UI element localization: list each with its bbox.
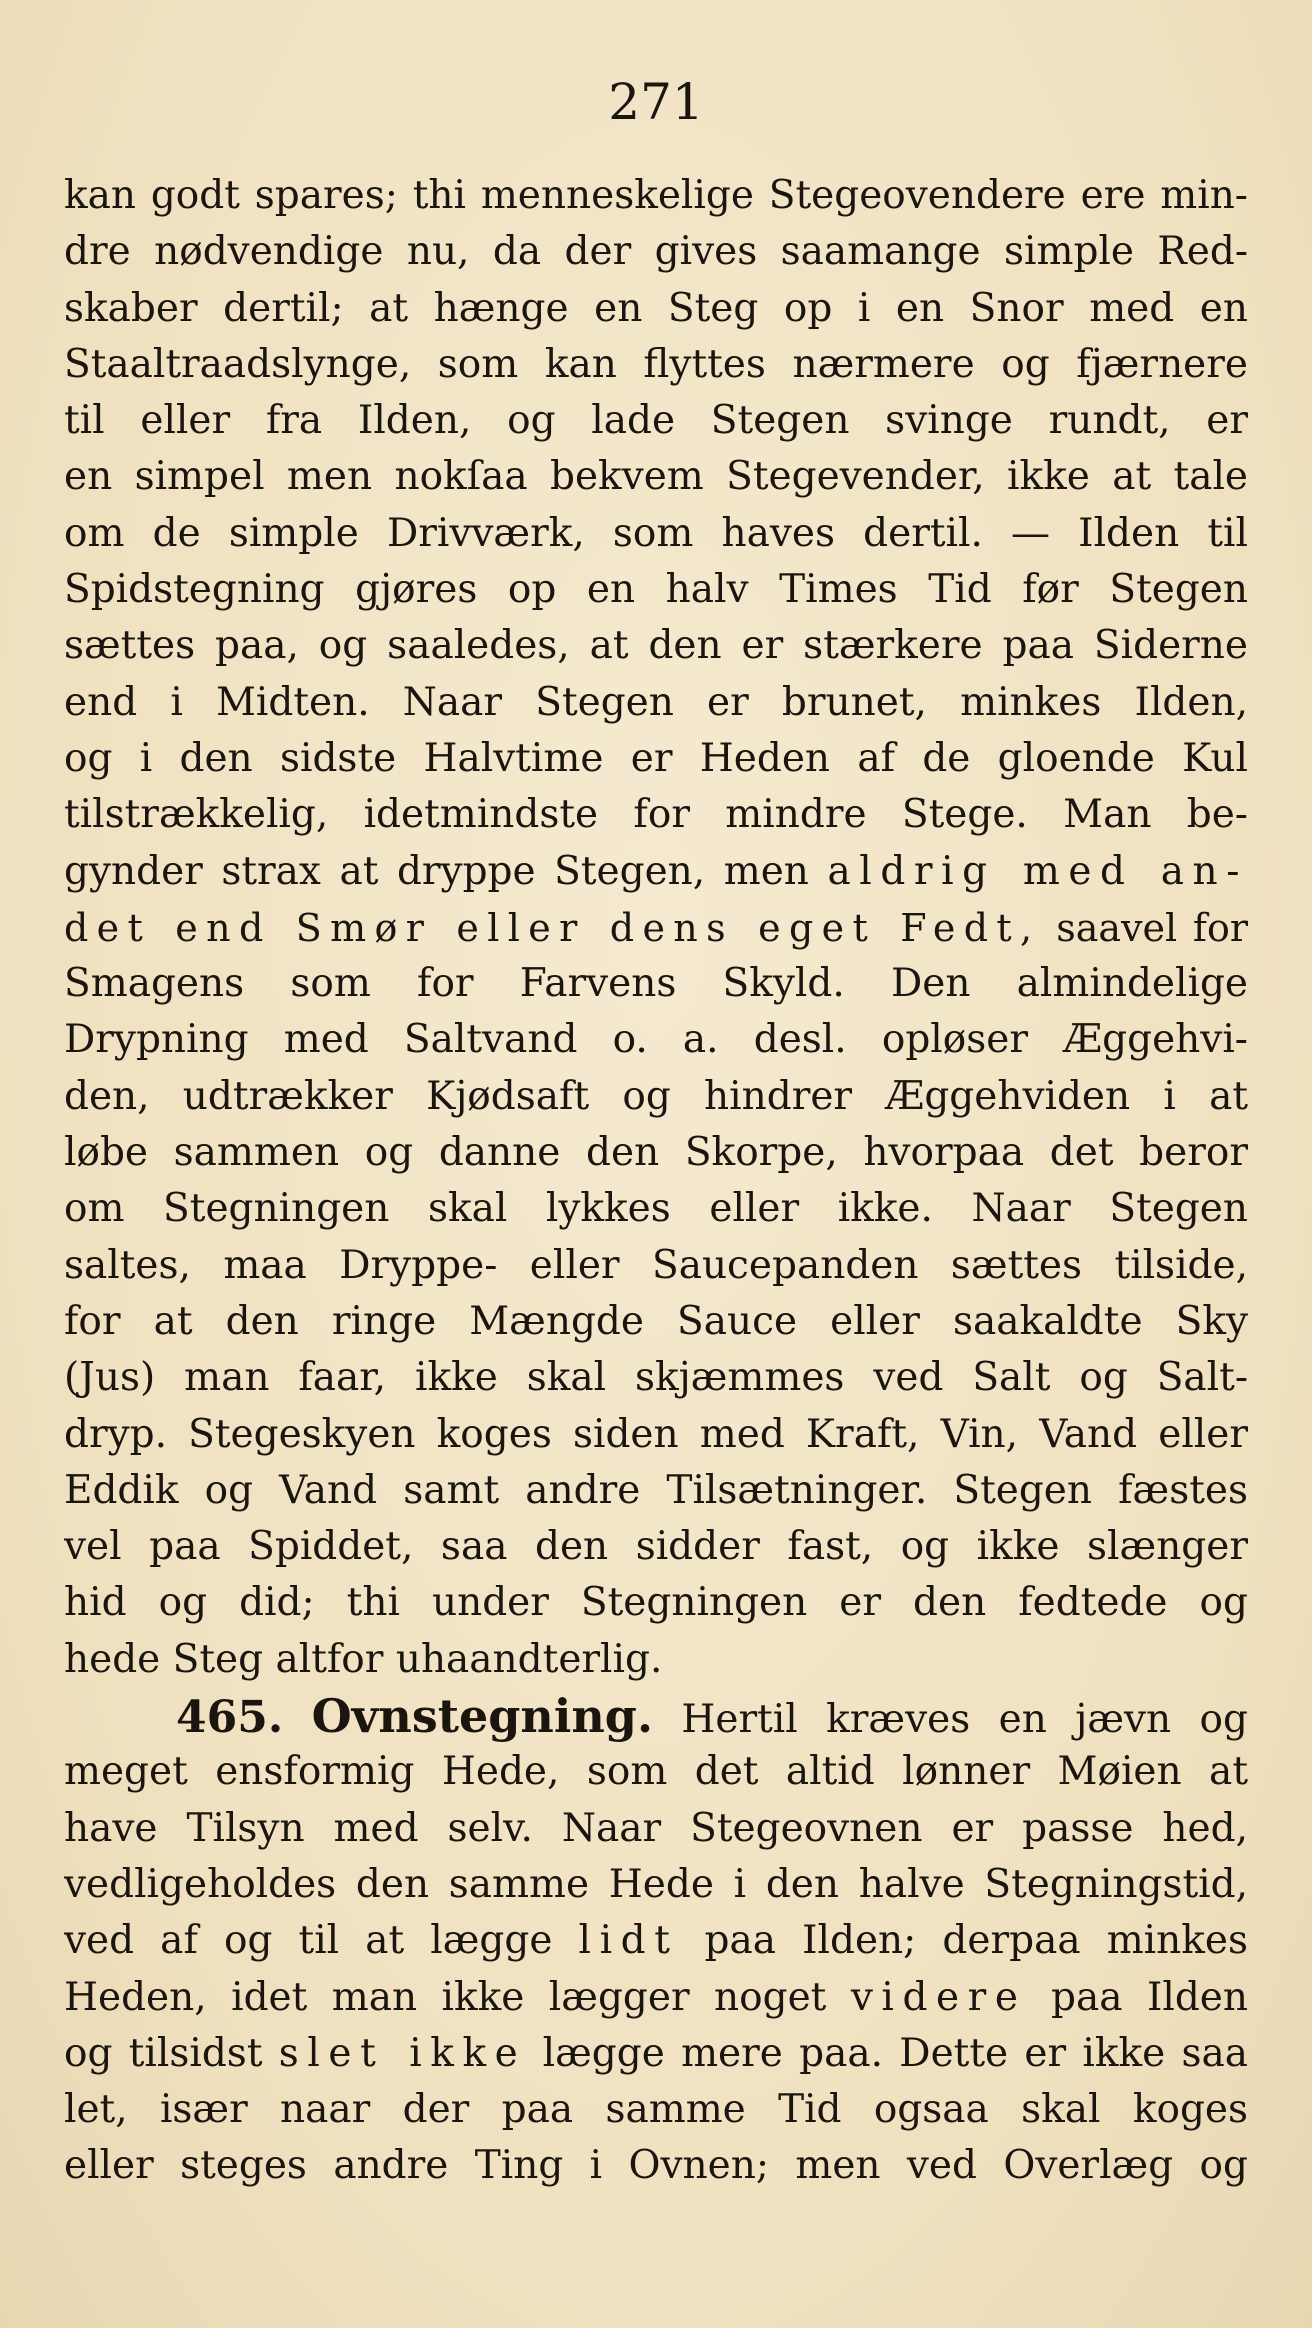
text-line: kan godt spares; thi menneskelige Stegeovendere ere min- [64,173,1248,218]
text-run: lægge mere paa. Dette er ikke saa [526,2030,1248,2076]
text-line: dre nødvendige nu, da der gives saamange simple Red- [64,229,1248,275]
text-line: eller steges andre Ting i Ovnen; men ved Overlæg og [64,2143,1248,2189]
section-heading-line [64,1688,1248,1744]
text-line: meget ensformig Hede, som det altid lønner Møien at [64,1749,1248,1795]
page-number: 271 [608,73,704,131]
text-line: vedligeholdes den samme Hede i den halve Stegningstid, [64,1861,1248,1907]
section-title: Ovnstegning. [311,1689,653,1744]
text-line: hid og did; thi under Stegningen er den fedtede og [64,1580,1248,1626]
text-line [64,900,1248,956]
text-line: løbe sammen og danne den Skorpe, hvorpaa det beror [64,1130,1248,1176]
text-line: saltes, maa Dryppe- eller Saucepanden sættes tilside, [64,1242,1248,1288]
body-text [64,168,1248,2195]
text-line: Drypning med Saltvand o. a. desl. opløser Æggehvi- [64,1017,1248,1063]
text-run: paa Ilden; derpaa minkes [678,1918,1248,1964]
spaced-emphasis: videre [850,1974,1027,2020]
text-line: vel paa Spiddet, saa den sidder fast, og ikke slænger [64,1524,1248,1570]
text-line: end i Midten. Naar Stegen er brunet, minkes Ilden, [64,679,1248,725]
text-run: Hertil kræves en jævn og [652,1697,1248,1743]
section-number: 465. [176,1692,284,1744]
text-line: og i den sidste Halvtime er Heden af de gloende Kul [64,735,1248,781]
text-line: let, især naar der paa samme Tid ogsaa skal koges [64,2087,1248,2133]
text-line: skaber dertil; at hænge en Steg op i en Snor med en [64,285,1248,331]
text-line: (Jus) man faar, ikke skal skjæmmes ved Salt og Salt- [64,1355,1248,1401]
text-line: Staaltraadslynge, som kan flyttes nærmere og fjærnere [64,341,1248,387]
text-line: til eller fra Ilden, og lade Stegen svinge rundt, er [64,398,1248,444]
text-line [64,1913,1248,1969]
text-run: Heden, idet man ikke lægger noget [64,1974,851,2020]
text-line: om de simple Drivværk, som haves dertil. — Ilden til [64,510,1248,556]
text-line: for at den ringe Mængde Sauce eller saakaldte Sky [64,1298,1248,1344]
text-line: Smagens som for Farvens Skyld. Den almindelige [64,961,1248,1007]
text-line: den, udtrækker Kjødsaft og hindrer Æggehviden i at [64,1073,1248,1119]
text-run: gynder strax at dryppe Stegen, men [64,848,828,894]
text-line: en simpel men nokſaa bekvem Stegevender, ikke at tale [64,454,1248,500]
text-run: ved af og til at lægge [64,1918,579,1964]
spaced-emphasis: lidt [578,1918,679,1964]
text-line [64,844,1248,900]
text-line [64,1970,1248,2026]
text-line: hede Steg altfor uhaandterlig. [64,1636,663,1682]
text-line [64,2026,1248,2082]
spaced-emphasis: aldrig med an- [827,848,1248,894]
text-line: sættes paa, og saaledes, at den er stærkere paa Siderne [64,623,1248,669]
spaced-emphasis: det end Smør eller dens eget Fedt, [64,905,1041,950]
spaced-emphasis: slet ikke [278,2030,527,2076]
text-line: Spidstegning gjøres op en halv Times Tid før Stegen [64,567,1248,613]
text-run: og tilsidst [64,2030,279,2076]
text-run: saavel for [1040,905,1248,950]
text-line: have Tilsyn med selv. Naar Stegeovnen er passe hed, [64,1805,1248,1851]
text-line: Eddik og Vand samt andre Tilsætninger. Stegen fæstes [64,1467,1248,1513]
text-line: om Stegningen skal lykkes eller ikke. Naar Stegen [64,1186,1248,1232]
text-run: paa Ilden [1026,1974,1248,2020]
text-line: dryp. Stegeskyen koges siden med Kraft, Vin, Vand eller [64,1411,1248,1457]
text-line: tilstrækkelig, idetmindste for mindre Stege. Man be- [64,792,1248,838]
